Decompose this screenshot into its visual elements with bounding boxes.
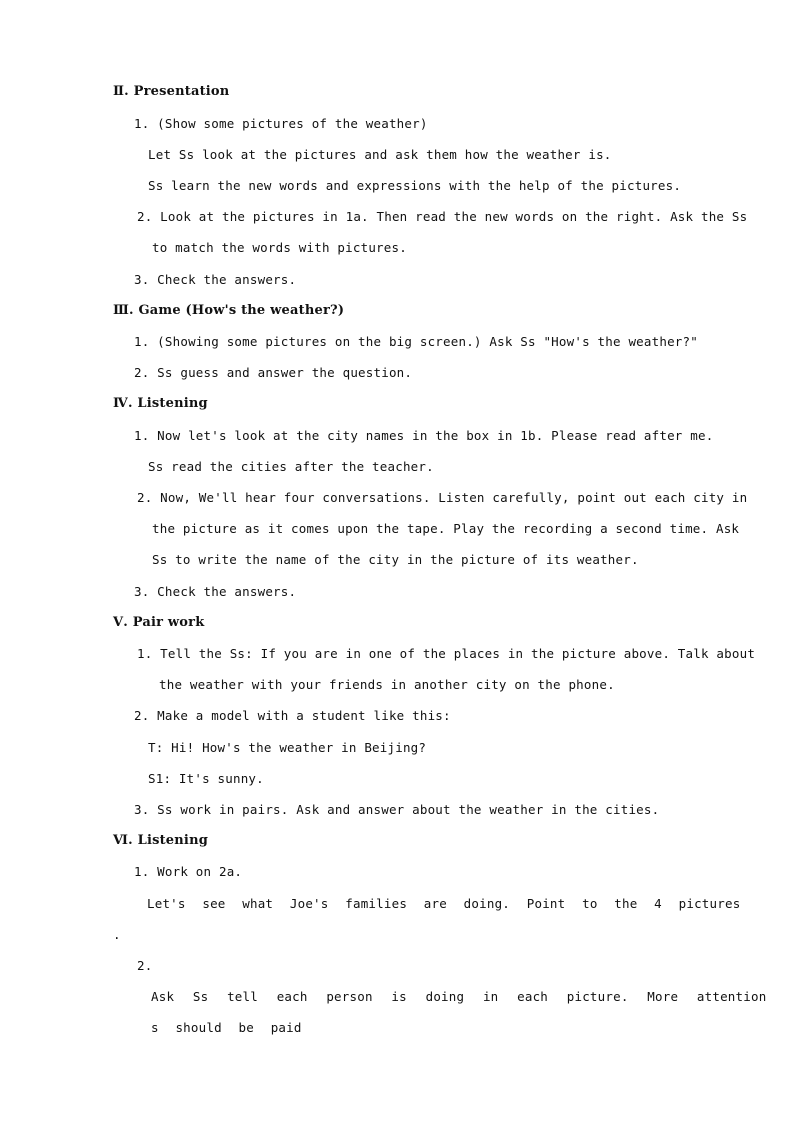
listening2-item-1: 1. Work on 2a. [134,864,243,879]
pair-work-dialogue-s1: S1: It's sunny. [148,771,264,786]
section-heading-pair-work: Ⅴ. Pair work [113,615,205,630]
pair-work-item-1-cont: the weather with your friends in another city on the phone. [159,677,615,692]
presentation-item-1: 1. (Show some pictures of the weather) [134,116,428,131]
section-heading-listening-1: Ⅳ. Listening [113,396,208,411]
game-item-1: 1. (Showing some pictures on the big screen.) Ask Ss "How's the weather?" [134,334,698,349]
presentation-item-2-cont: to match the words with pictures. [152,240,407,255]
listening-item-2-cont-b: Ss to write the name of the city in the picture of its weather. [152,552,639,567]
pair-work-item-3: 3. Ss work in pairs. Ask and answer about the weather in the cities. [134,802,660,817]
presentation-item-1-text-b: Ss learn the new words and expressions with the help of the pictures. [148,178,682,193]
listening2-item-1-text: Let's see what Joe's families are doing. Point to the 4 pictures [147,896,741,911]
listening-item-3: 3. Check the answers. [134,584,297,599]
game-item-2: 2. Ss guess and answer the question. [134,365,413,380]
section-heading-listening-2: Ⅵ. Listening [113,833,209,848]
pair-work-item-1: 1. Tell the Ss: If you are in one of the places in the picture above. Talk about [137,646,756,661]
presentation-item-3: 3. Check the answers. [134,272,297,287]
listening2-item-2-cont: s should be paid [151,1020,302,1035]
listening-item-2-cont-a: the picture as it comes upon the tape. Play the recording a second time. Ask [152,521,740,536]
listening-item-2: 2. Now, We'll hear four conversations. Listen carefully, point out each city in [137,490,748,505]
listening2-dot: . [113,927,121,942]
listening2-item-2-text: Ask Ss tell each person is doing in each picture. More attention [151,989,767,1004]
presentation-item-2: 2. Look at the pictures in 1a. Then read the new words on the right. Ask the Ss [137,209,748,224]
presentation-item-1-text-a: Let Ss look at the pictures and ask them how the weather is. [148,147,612,162]
listening-item-1-text: Ss read the cities after the teacher. [148,459,434,474]
section-heading-game: Ⅲ. Game (How's the weather?) [113,303,345,318]
listening2-item-2: 2. [137,958,153,973]
pair-work-item-2: 2. Make a model with a student like this: [134,708,451,723]
listening-item-1: 1. Now let's look at the city names in the box in 1b. Please read after me. [134,428,714,443]
pair-work-dialogue-t: T: Hi! How's the weather in Beijing? [148,740,427,755]
section-heading-presentation: Ⅱ. Presentation [113,84,230,99]
